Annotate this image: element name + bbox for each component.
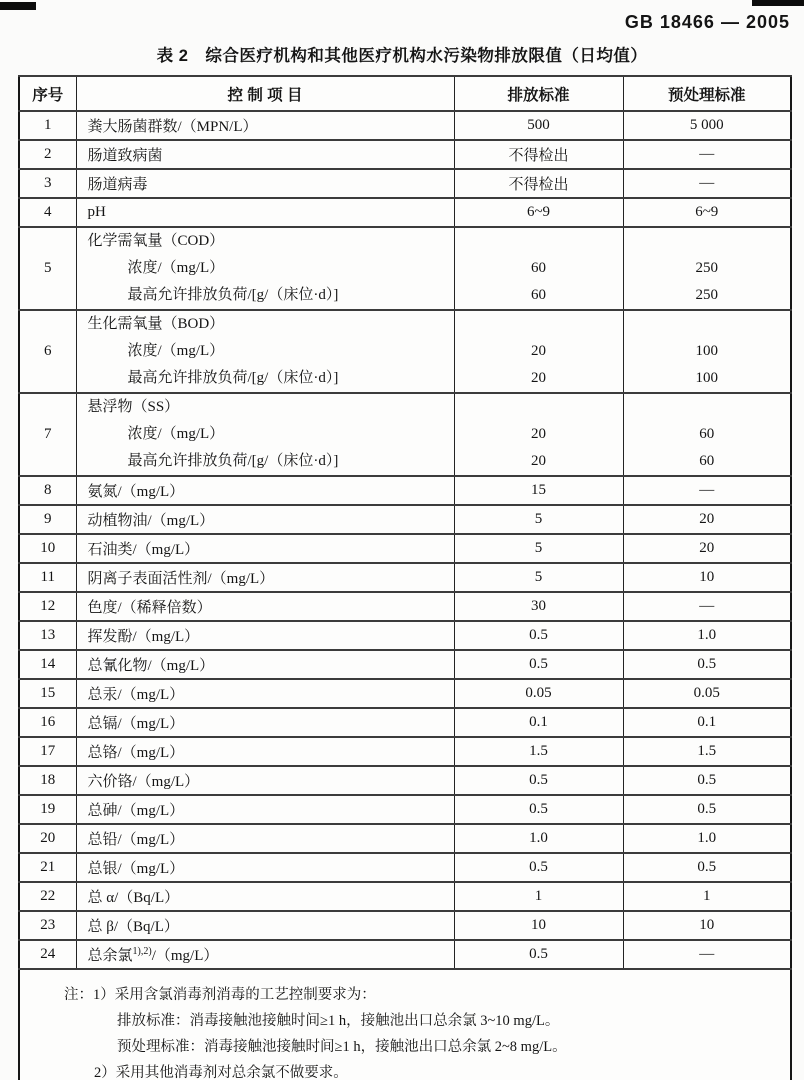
discharge-value-cell: 0.5 (454, 766, 623, 795)
table-row (19, 393, 791, 476)
pretreatment-value-cell: 0.5 (623, 766, 791, 795)
control-item-cell: 化学需氧量（COD） 浓度/（mg/L） 最高允许排放负荷/[g/（床位·d）] (76, 227, 454, 310)
discharge-value-cell: 1.0 (454, 824, 623, 853)
serial-number-cell: 24 (19, 940, 76, 969)
pretreatment-value-cell: 0.5 (623, 795, 791, 824)
discharge-value-cell: 不得检出 (454, 169, 623, 198)
footnotes (20, 970, 790, 1080)
discharge-value-cell: 1 (454, 882, 623, 911)
pretreatment-value-cell: 5 000 (623, 111, 791, 140)
table-title: 表 2 综合医疗机构和其他医疗机构水污染物排放限值（日均值） (156, 47, 648, 65)
pretreatment-value-cell: 1.0 (623, 824, 791, 853)
pretreatment-value-cell: — (623, 592, 791, 621)
serial-number-cell: 13 (19, 621, 76, 650)
serial-number-cell: 9 (19, 505, 76, 534)
pretreatment-value-cell: 10 (623, 911, 791, 940)
pretreatment-value-cell: 1 (623, 882, 791, 911)
table-notes-section (19, 969, 791, 1080)
pretreatment-value-cell: 60 60 (623, 393, 791, 476)
discharge-value-cell: 1.5 (454, 737, 623, 766)
pretreatment-value-cell: 0.1 (623, 708, 791, 737)
control-item-cell: pH (76, 198, 454, 227)
table-row (19, 534, 791, 563)
table-row (19, 940, 791, 969)
pretreatment-value-cell: 0.05 (623, 679, 791, 708)
discharge-value-cell: 0.5 (454, 621, 623, 650)
pretreatment-value-cell: — (623, 476, 791, 505)
footnote-line: 预处理标准：消毒接触池接触时间≥1 h，接触池出口总余氯 2~8 mg/L。 (117, 1039, 567, 1055)
pretreatment-value-cell: 0.5 (623, 853, 791, 882)
header-row (19, 76, 791, 111)
pretreatment-value-cell: 6~9 (623, 198, 791, 227)
control-item-cell: 总铅/（mg/L） (76, 824, 454, 853)
control-item-cell: 肠道病毒 (76, 169, 454, 198)
serial-number-cell: 16 (19, 708, 76, 737)
pretreatment-value-cell: 0.5 (623, 650, 791, 679)
discharge-value-cell: 0.5 (454, 795, 623, 824)
control-item-cell: 总银/（mg/L） (76, 853, 454, 882)
control-item-cell: 石油类/（mg/L） (76, 534, 454, 563)
serial-number-cell: 20 (19, 824, 76, 853)
table-row (19, 679, 791, 708)
control-item-cell: 总氰化物/（mg/L） (76, 650, 454, 679)
control-item-cell: 阴离子表面活性剂/（mg/L） (76, 563, 454, 592)
col-header-serial: 序号 (19, 76, 76, 111)
pretreatment-value-cell: — (623, 940, 791, 969)
table-row (19, 853, 791, 882)
discharge-value-cell: 20 20 (454, 310, 623, 393)
serial-number-cell: 4 (19, 198, 76, 227)
discharge-value-cell: 500 (454, 111, 623, 140)
serial-number-cell: 19 (19, 795, 76, 824)
pretreatment-value-cell: 10 (623, 563, 791, 592)
table-row (19, 111, 791, 140)
table-row (19, 766, 791, 795)
discharge-value-cell: 0.5 (454, 940, 623, 969)
serial-number-cell: 23 (19, 911, 76, 940)
table-body (19, 111, 791, 969)
notes-cell (19, 969, 791, 1080)
serial-number-cell: 8 (19, 476, 76, 505)
col-header-pretreatment-standard: 预处理标准 (623, 76, 791, 111)
table-row (19, 650, 791, 679)
discharge-value-cell: 5 (454, 505, 623, 534)
discharge-value-cell: 10 (454, 911, 623, 940)
table-row (19, 505, 791, 534)
control-item-cell: 悬浮物（SS） 浓度/（mg/L） 最高允许排放负荷/[g/（床位·d）] (76, 393, 454, 476)
scan-artifact-top-right (752, 0, 804, 6)
control-item-cell: 生化需氧量（BOD） 浓度/（mg/L） 最高允许排放负荷/[g/（床位·d）] (76, 310, 454, 393)
serial-number-cell: 14 (19, 650, 76, 679)
control-item-cell: 动植物油/（mg/L） (76, 505, 454, 534)
pretreatment-value-cell: 20 (623, 505, 791, 534)
standard-number: GB 18466 — 2005 (624, 12, 790, 32)
serial-number-cell: 10 (19, 534, 76, 563)
notes-row (19, 969, 791, 1080)
pretreatment-value-cell: 1.0 (623, 621, 791, 650)
serial-number-cell: 22 (19, 882, 76, 911)
footnote-line: 排放标准：消毒接触池接触时间≥1 h，接触池出口总余氯 3~10 mg/L。 (117, 1013, 560, 1029)
control-item-cell: 总砷/（mg/L） (76, 795, 454, 824)
serial-number-cell: 17 (19, 737, 76, 766)
footnote-line: 2）采用其他消毒剂对总余氯不做要求。 (94, 1065, 348, 1080)
pretreatment-value-cell: — (623, 169, 791, 198)
table-row (19, 882, 791, 911)
discharge-value-cell: 0.1 (454, 708, 623, 737)
pollutant-limits-table (18, 75, 792, 1080)
control-item-cell: 挥发酚/（mg/L） (76, 621, 454, 650)
table-row (19, 795, 791, 824)
table-row (19, 198, 791, 227)
discharge-value-cell: 0.5 (454, 853, 623, 882)
discharge-value-cell: 15 (454, 476, 623, 505)
discharge-value-cell: 20 20 (454, 393, 623, 476)
serial-number-cell: 3 (19, 169, 76, 198)
serial-number-cell: 2 (19, 140, 76, 169)
table-row (19, 911, 791, 940)
control-item-cell: 总余氯$^{1),2)}$/（mg/L） (76, 940, 454, 969)
control-item-cell: 总 β/（Bq/L） (76, 911, 454, 940)
serial-number-cell: 18 (19, 766, 76, 795)
table-row (19, 169, 791, 198)
table-row (19, 824, 791, 853)
table-row (19, 592, 791, 621)
table-row (19, 708, 791, 737)
control-item-cell: 色度/（稀释倍数） (76, 592, 454, 621)
discharge-value-cell: 60 60 (454, 227, 623, 310)
table-row (19, 310, 791, 393)
table-row (19, 621, 791, 650)
table-row (19, 737, 791, 766)
table-row (19, 227, 791, 310)
pretreatment-value-cell: — (623, 140, 791, 169)
control-item-cell: 总镉/（mg/L） (76, 708, 454, 737)
control-item-cell: 粪大肠菌群数/（MPN/L） (76, 111, 454, 140)
pretreatment-value-cell: 100 100 (623, 310, 791, 393)
control-item-cell: 肠道致病菌 (76, 140, 454, 169)
serial-number-cell: 6 (19, 310, 76, 393)
pretreatment-value-cell: 1.5 (623, 737, 791, 766)
control-item-cell: 总铬/（mg/L） (76, 737, 454, 766)
discharge-value-cell: 5 (454, 534, 623, 563)
discharge-value-cell: 0.05 (454, 679, 623, 708)
control-item-cell: 氨氮/（mg/L） (76, 476, 454, 505)
serial-number-cell: 5 (19, 227, 76, 310)
serial-number-cell: 21 (19, 853, 76, 882)
discharge-value-cell: 0.5 (454, 650, 623, 679)
serial-number-cell: 11 (19, 563, 76, 592)
table-header (19, 76, 791, 111)
control-item-cell: 总汞/（mg/L） (76, 679, 454, 708)
col-header-control-item: 控 制 项 目 (76, 76, 454, 111)
serial-number-cell: 12 (19, 592, 76, 621)
discharge-value-cell: 不得检出 (454, 140, 623, 169)
table-row (19, 140, 791, 169)
footnote-line: 注：1）采用含氯消毒剂消毒的工艺控制要求为： (64, 987, 376, 1003)
table-row (19, 563, 791, 592)
control-item-cell: 总 α/（Bq/L） (76, 882, 454, 911)
discharge-value-cell: 5 (454, 563, 623, 592)
scan-artifact-top-left (0, 2, 36, 10)
serial-number-cell: 1 (19, 111, 76, 140)
pretreatment-value-cell: 20 (623, 534, 791, 563)
discharge-value-cell: 6~9 (454, 198, 623, 227)
pretreatment-value-cell: 250 250 (623, 227, 791, 310)
col-header-discharge-standard: 排放标准 (454, 76, 623, 111)
serial-number-cell: 7 (19, 393, 76, 476)
table-row (19, 476, 791, 505)
discharge-value-cell: 30 (454, 592, 623, 621)
control-item-cell: 六价铬/（mg/L） (76, 766, 454, 795)
serial-number-cell: 15 (19, 679, 76, 708)
